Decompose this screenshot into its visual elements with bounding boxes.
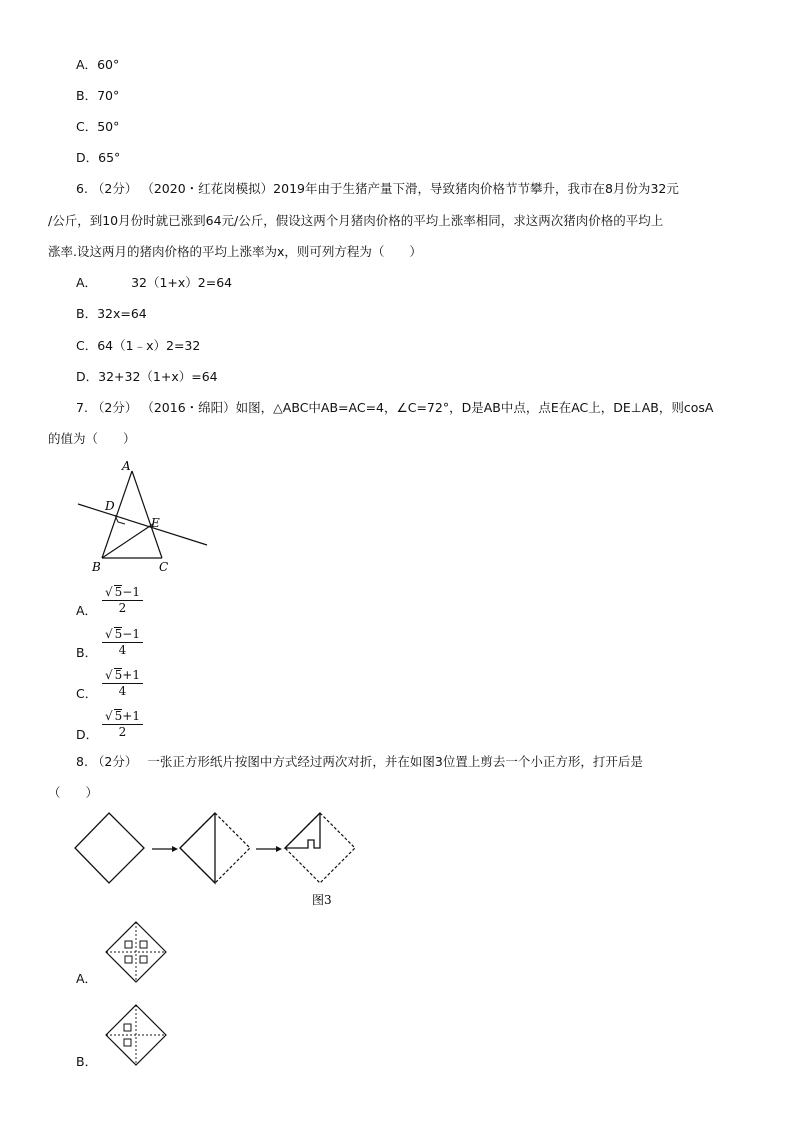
q7-stem-line-2: 的值为（ ） <box>48 431 136 446</box>
question-number: 8. <box>76 754 88 769</box>
q6-stem-line-2: /公斤，到10月份时就已涨到64元/公斤，假设这两个月猪肉价格的平均上涨率相同，求这两次猪肉价格的平均上 <box>48 213 664 228</box>
radicand: 5 <box>114 585 123 599</box>
triangle-figure <box>70 455 215 575</box>
fraction-denominator: 4 <box>118 643 127 657</box>
option-text: 70° <box>97 88 120 103</box>
option-text: 65° <box>98 150 121 165</box>
cut-hole-top-right <box>140 941 147 948</box>
segment-ac <box>132 471 162 558</box>
cut-hole-bottom <box>124 1039 131 1046</box>
option-text: 64（1﹣x）2=32 <box>97 338 201 353</box>
question-number: 6. <box>76 181 88 196</box>
option-a-diagram <box>104 920 168 984</box>
fraction-numerator: √ 5−1 <box>102 585 143 601</box>
q6-option-a <box>76 274 232 292</box>
option-text: 32x=64 <box>97 306 147 321</box>
q7-option-a-fraction <box>102 585 143 616</box>
q7-option-a-label: A． <box>76 603 98 618</box>
question-score: （2分） <box>91 400 138 415</box>
cut-hole-top <box>124 1024 131 1031</box>
q7-option-d-label: D． <box>76 727 99 742</box>
fraction-numerator: √ 5+1 <box>102 668 143 684</box>
option-label: C． <box>76 338 98 353</box>
cut-hole-top-left <box>125 941 132 948</box>
question-score: （2分） <box>91 754 138 769</box>
question-stem: 2019年由于生猪产量下滑，导致猪肉价格节节攀升，我市在8月份为32元 <box>273 181 679 196</box>
option-label: A． <box>76 57 98 72</box>
q7-option-b-fraction <box>102 627 143 658</box>
q6-option-c <box>76 337 200 355</box>
q5-option-a <box>76 56 119 74</box>
q6-option-d <box>76 368 218 386</box>
q7-option-c-fraction <box>102 668 143 699</box>
option-label: C． <box>76 119 98 134</box>
q7-option-d-fraction <box>102 709 143 740</box>
option-label: B． <box>76 306 98 321</box>
q8-option-a-label: A． <box>76 971 98 986</box>
question-number: 7. <box>76 400 88 415</box>
option-label: B． <box>76 88 98 103</box>
fraction-numerator: √ 5+1 <box>102 709 143 725</box>
label-b: B <box>92 560 101 574</box>
radicand: 5 <box>114 709 123 723</box>
q5-option-b <box>76 87 119 105</box>
radicand: 5 <box>114 668 123 682</box>
option-b-diagram <box>104 1003 168 1067</box>
option-label: A． <box>76 275 98 290</box>
question-source: （2016・绵阳） <box>141 400 236 415</box>
line-de <box>78 504 207 545</box>
label-d: D <box>105 499 115 513</box>
cut-hole-bottom-left <box>125 956 132 963</box>
question-stem: 如图，△ABC中AB=AC=4，∠C=72°，D是AB中点，点E在AC上，DE⊥AB，则cosA <box>235 400 714 415</box>
option-label: D． <box>76 369 99 384</box>
question-source: （2020・红花岗模拟） <box>141 181 274 196</box>
cut-hole-bottom-right <box>140 956 147 963</box>
folding-figure <box>72 810 362 910</box>
square-paper <box>75 813 144 883</box>
q5-option-d <box>76 149 120 167</box>
option-text: 60° <box>97 57 120 72</box>
q7-option-b-label: B． <box>76 645 98 660</box>
segment-ab <box>102 471 132 558</box>
question-stem: 一张正方形纸片按图中方式经过两次对折，并在如图3位置上剪去一个小正方形，打开后是 <box>147 754 643 769</box>
fraction-denominator: 2 <box>118 725 127 739</box>
label-a: A <box>122 459 131 473</box>
q6-stem-line-3: 涨率.设这两月的猪肉价格的平均上涨率为x，则可列方程为（ ） <box>48 244 422 259</box>
q8-stem-line-1 <box>76 753 643 771</box>
label-e: E <box>151 516 160 530</box>
fraction-denominator: 2 <box>118 601 127 615</box>
q7-stem-line-1 <box>76 399 713 417</box>
numerator-tail: +1 <box>122 668 140 682</box>
arrow-1-head-icon <box>172 846 178 852</box>
fraction-numerator: √ 5−1 <box>102 627 143 643</box>
numerator-tail: −1 <box>122 585 140 599</box>
label-c: C <box>159 560 169 574</box>
fraction-denominator: 4 <box>118 684 127 698</box>
q6-option-b <box>76 305 147 323</box>
numerator-tail: −1 <box>122 627 140 641</box>
folded-twice-solid <box>285 813 320 848</box>
question-score: （2分） <box>91 181 138 196</box>
option-text: 32+32（1+x）=64 <box>98 369 218 384</box>
folded-once-solid <box>180 813 215 883</box>
numerator-tail: +1 <box>122 709 140 723</box>
q5-option-c <box>76 118 119 136</box>
arrow-2-head-icon <box>276 846 282 852</box>
q8-stem-line-2: （ ） <box>48 785 99 800</box>
option-text: 50° <box>97 119 120 134</box>
q8-option-b-label: B． <box>76 1054 98 1069</box>
option-label: D． <box>76 150 99 165</box>
radicand: 5 <box>114 627 123 641</box>
q6-stem-line-1 <box>76 180 679 198</box>
figure-3-caption: 图3 <box>312 893 332 907</box>
segment-be <box>102 524 153 558</box>
option-text: 32（1+x）2=64 <box>131 275 233 290</box>
q7-option-c-label: C． <box>76 686 98 701</box>
